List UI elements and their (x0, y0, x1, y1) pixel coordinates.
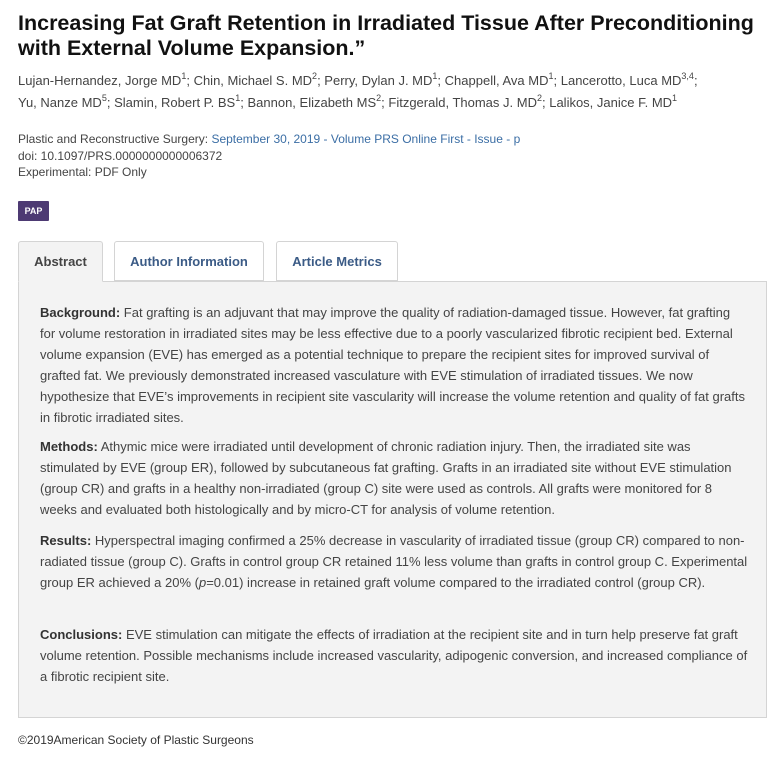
author-affiliation: 1 (432, 70, 438, 81)
author-affiliation: 1 (672, 92, 678, 103)
conclusions-heading: Conclusions: (40, 627, 123, 642)
author-list: Lujan-Hernandez, Jorge $MD^1$; Chin, Michael S. $MD^2$; Perry, Dylan J. $MD^1$; Chappell, Ava $MD^1$; Lancerotto, Luca MD$^{3,4}$; Yu, Nanze $MD^5$; Slamin, Robert P. $BS^1$; Bannon, Elizabeth $MS^2$; Fitzgerald, Thomas J. $MD^2$; Lalikos, Janice F. $MD^1$ (18, 70, 698, 110)
abstract-methods (40, 436, 748, 520)
article-meta (18, 131, 758, 181)
author-name[interactable]: Slamin, Robert P. BS (114, 95, 236, 110)
methods-heading: Methods: (40, 439, 98, 454)
methods-text: Athymic mice were irradiated until development of chronic radiation injury. Then, the irradiated site was stimulated by EVE (group ER), followed by subcutaneous fat grafting. Grafts in an irradiated site without EVE stimulation (group CR) and grafts in a healthy non-irradiated (group C) site were used as controls. All grafts were monitored for 8 weeks and evaluated both histologically and by micro-CT for analysis of volume retention. (40, 439, 732, 517)
author-affiliation: 2 (536, 92, 542, 103)
abstract-conclusions (40, 624, 748, 687)
issue-link[interactable]: September 30, 2019 - Volume PRS Online First - Issue - p (211, 132, 521, 146)
author-affiliation: 3,4 (681, 70, 694, 81)
author-affiliation: 1 (181, 70, 187, 81)
article-title: Increasing Fat Graft Retention in Irradiated Tissue After Preconditioning with External Volume Expansion.” (18, 11, 754, 60)
author-name[interactable]: Yu, Nanze MD (18, 95, 102, 110)
author-name[interactable]: Chin, Michael S. MD (193, 73, 313, 88)
author-name[interactable]: Lancerotto, Luca MD (560, 73, 682, 88)
author-affiliation: 1 (548, 70, 554, 81)
author-name[interactable]: Lalikos, Janice F. MD (549, 95, 673, 110)
author-name[interactable]: Lujan-Hernandez, Jorge MD (18, 73, 182, 88)
author-affiliation: 1 (235, 92, 241, 103)
abstract-results (40, 530, 748, 593)
conclusions-text: EVE stimulation can mitigate the effects of irradiation at the recipient site and in turn help preserve fat graft volume retention. Possible mechanisms include increased vascularity, adipogenic conversion, and increased compliance of a fibrotic recipient site. (40, 627, 748, 684)
background-text: Fat grafting is an adjuvant that may improve the quality of radiation-damaged tissue. However, fat grafting for volume restoration in irradiated sites may be less effective due to a poorly vascularized fibrotic recipient bed. External volume expansion (EVE) has emerged as a potential technique to prepare the recipient sites for improved survival of grafted fat. We previously demonstrated increased vasculature with EVE stimulation of irradiated tissues. We now hypothesize that EVE’s improvements in recipient site vascularity will increase the volume retention and quality of fat grafts in fibrotic irradiated sites. (40, 305, 745, 425)
tab-author-information[interactable]: Author Information (114, 241, 264, 281)
p-value-symbol: p (198, 575, 207, 590)
doi: doi: 10.1097/PRS.0000000000006372 (18, 148, 223, 163)
background-heading: Background: (40, 305, 121, 320)
copyright: ©2019American Society of Plastic Surgeons (18, 733, 254, 747)
pap-badge: PAP (18, 201, 49, 221)
author-name[interactable]: Fitzgerald, Thomas J. MD (388, 95, 537, 110)
author-affiliation: 2 (312, 70, 318, 81)
tab-article-metrics[interactable]: Article Metrics (276, 241, 398, 281)
results-heading: Results: (40, 533, 92, 548)
abstract-panel (18, 281, 767, 718)
results-text-end: =0.01) increase in retained graft volume compared to the irradiated control (group CR). (206, 575, 706, 590)
abstract-background (40, 302, 748, 428)
author-name[interactable]: Perry, Dylan J. MD (324, 73, 433, 88)
tab-abstract[interactable]: Abstract (18, 241, 103, 282)
article-type: Experimental: PDF Only (18, 165, 147, 179)
author-name[interactable]: Bannon, Elizabeth MS (247, 95, 377, 110)
author-affiliation: 2 (376, 92, 382, 103)
journal-name: Plastic and Reconstructive Surgery: (18, 132, 209, 146)
results-text: Hyperspectral imaging confirmed a 25% decrease in vascularity of irradiated tissue (group CR) compared to non-radiated tissue (group C). Grafts in control group CR retained 11% less volume than grafts in control group C. Experimental group ER achieved a 20% ( (40, 533, 748, 590)
author-name[interactable]: Chappell, Ava MD (444, 73, 549, 88)
author-affiliation: 5 (101, 92, 107, 103)
